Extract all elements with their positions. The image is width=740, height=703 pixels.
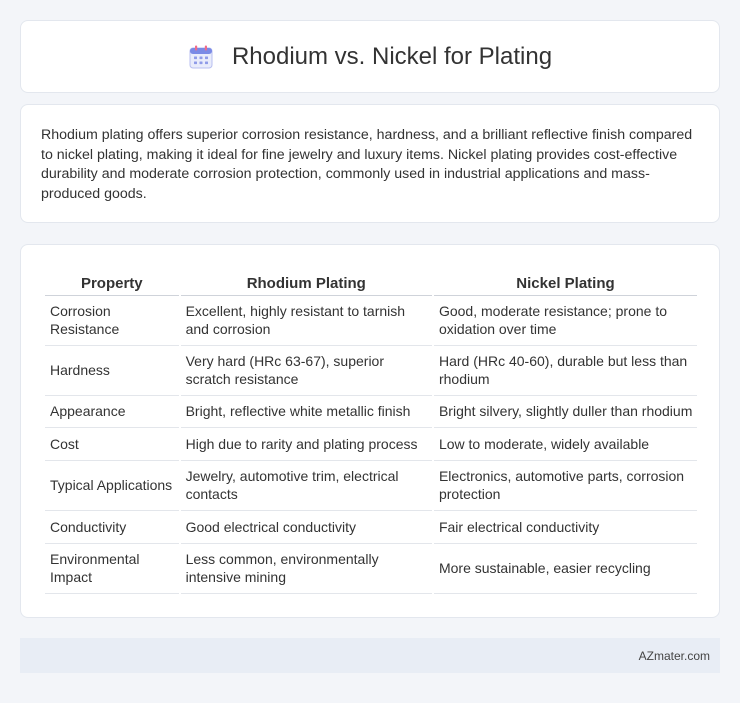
row-nickel: Low to moderate, widely available [434,428,697,461]
row-rhodium: Very hard (HRc 63-67), superior scratch resistance [181,346,432,396]
footer-site-link[interactable]: AZmater.com [638,648,710,663]
row-property: Cost [45,428,179,461]
table-card [20,244,720,618]
table-row [45,511,697,544]
row-rhodium: Good electrical conductivity [181,511,432,544]
row-nickel: Electronics, automotive parts, corrosion protection [434,461,697,511]
row-rhodium: Jewelry, automotive trim, electrical contacts [181,461,432,511]
intro-card [20,104,720,223]
header-nickel: Nickel Plating [434,265,697,296]
table-row [45,461,697,511]
table-header-row [45,265,697,296]
comparison-table [43,265,699,594]
row-property: Hardness [45,346,179,396]
row-property: Environmental Impact [45,544,179,594]
row-rhodium: High due to rarity and plating process [181,428,432,461]
row-property: Typical Applications [45,461,179,511]
row-property: Corrosion Resistance [45,296,179,346]
footer-bar [20,638,720,673]
calendar-icon [188,44,214,70]
row-rhodium: Less common, environmentally intensive mining [181,544,432,594]
table-row [45,428,697,461]
row-nickel: More sustainable, easier recycling [434,544,697,594]
row-rhodium: Bright, reflective white metallic finish [181,396,432,428]
title-wrap [188,43,552,71]
row-nickel: Fair electrical conductivity [434,511,697,544]
row-rhodium: Excellent, highly resistant to tarnish and corrosion [181,296,432,346]
header-property: Property [45,265,179,296]
table-row [45,346,697,396]
row-nickel: Good, moderate resistance; prone to oxidation over time [434,296,697,346]
row-nickel: Hard (HRc 40-60), durable but less than rhodium [434,346,697,396]
title-card [20,20,720,93]
table-row [45,296,697,346]
table-row [45,544,697,594]
row-property: Conductivity [45,511,179,544]
intro-paragraph: Rhodium plating offers superior corrosion resistance, hardness, and a brilliant reflective finish compared to nickel plating, making it ideal for fine jewelry and luxury items. Nickel plating provides cost-effective durability and moderate corrosion protection, commonly used in industrial applications and mass-produced goods. [41,127,693,202]
page-title: Rhodium vs. Nickel for Plating [231,42,553,70]
table-row [45,396,697,428]
row-nickel: Bright silvery, slightly duller than rhodium [434,396,697,428]
row-property: Appearance [45,396,179,428]
header-rhodium: Rhodium Plating [181,265,432,296]
